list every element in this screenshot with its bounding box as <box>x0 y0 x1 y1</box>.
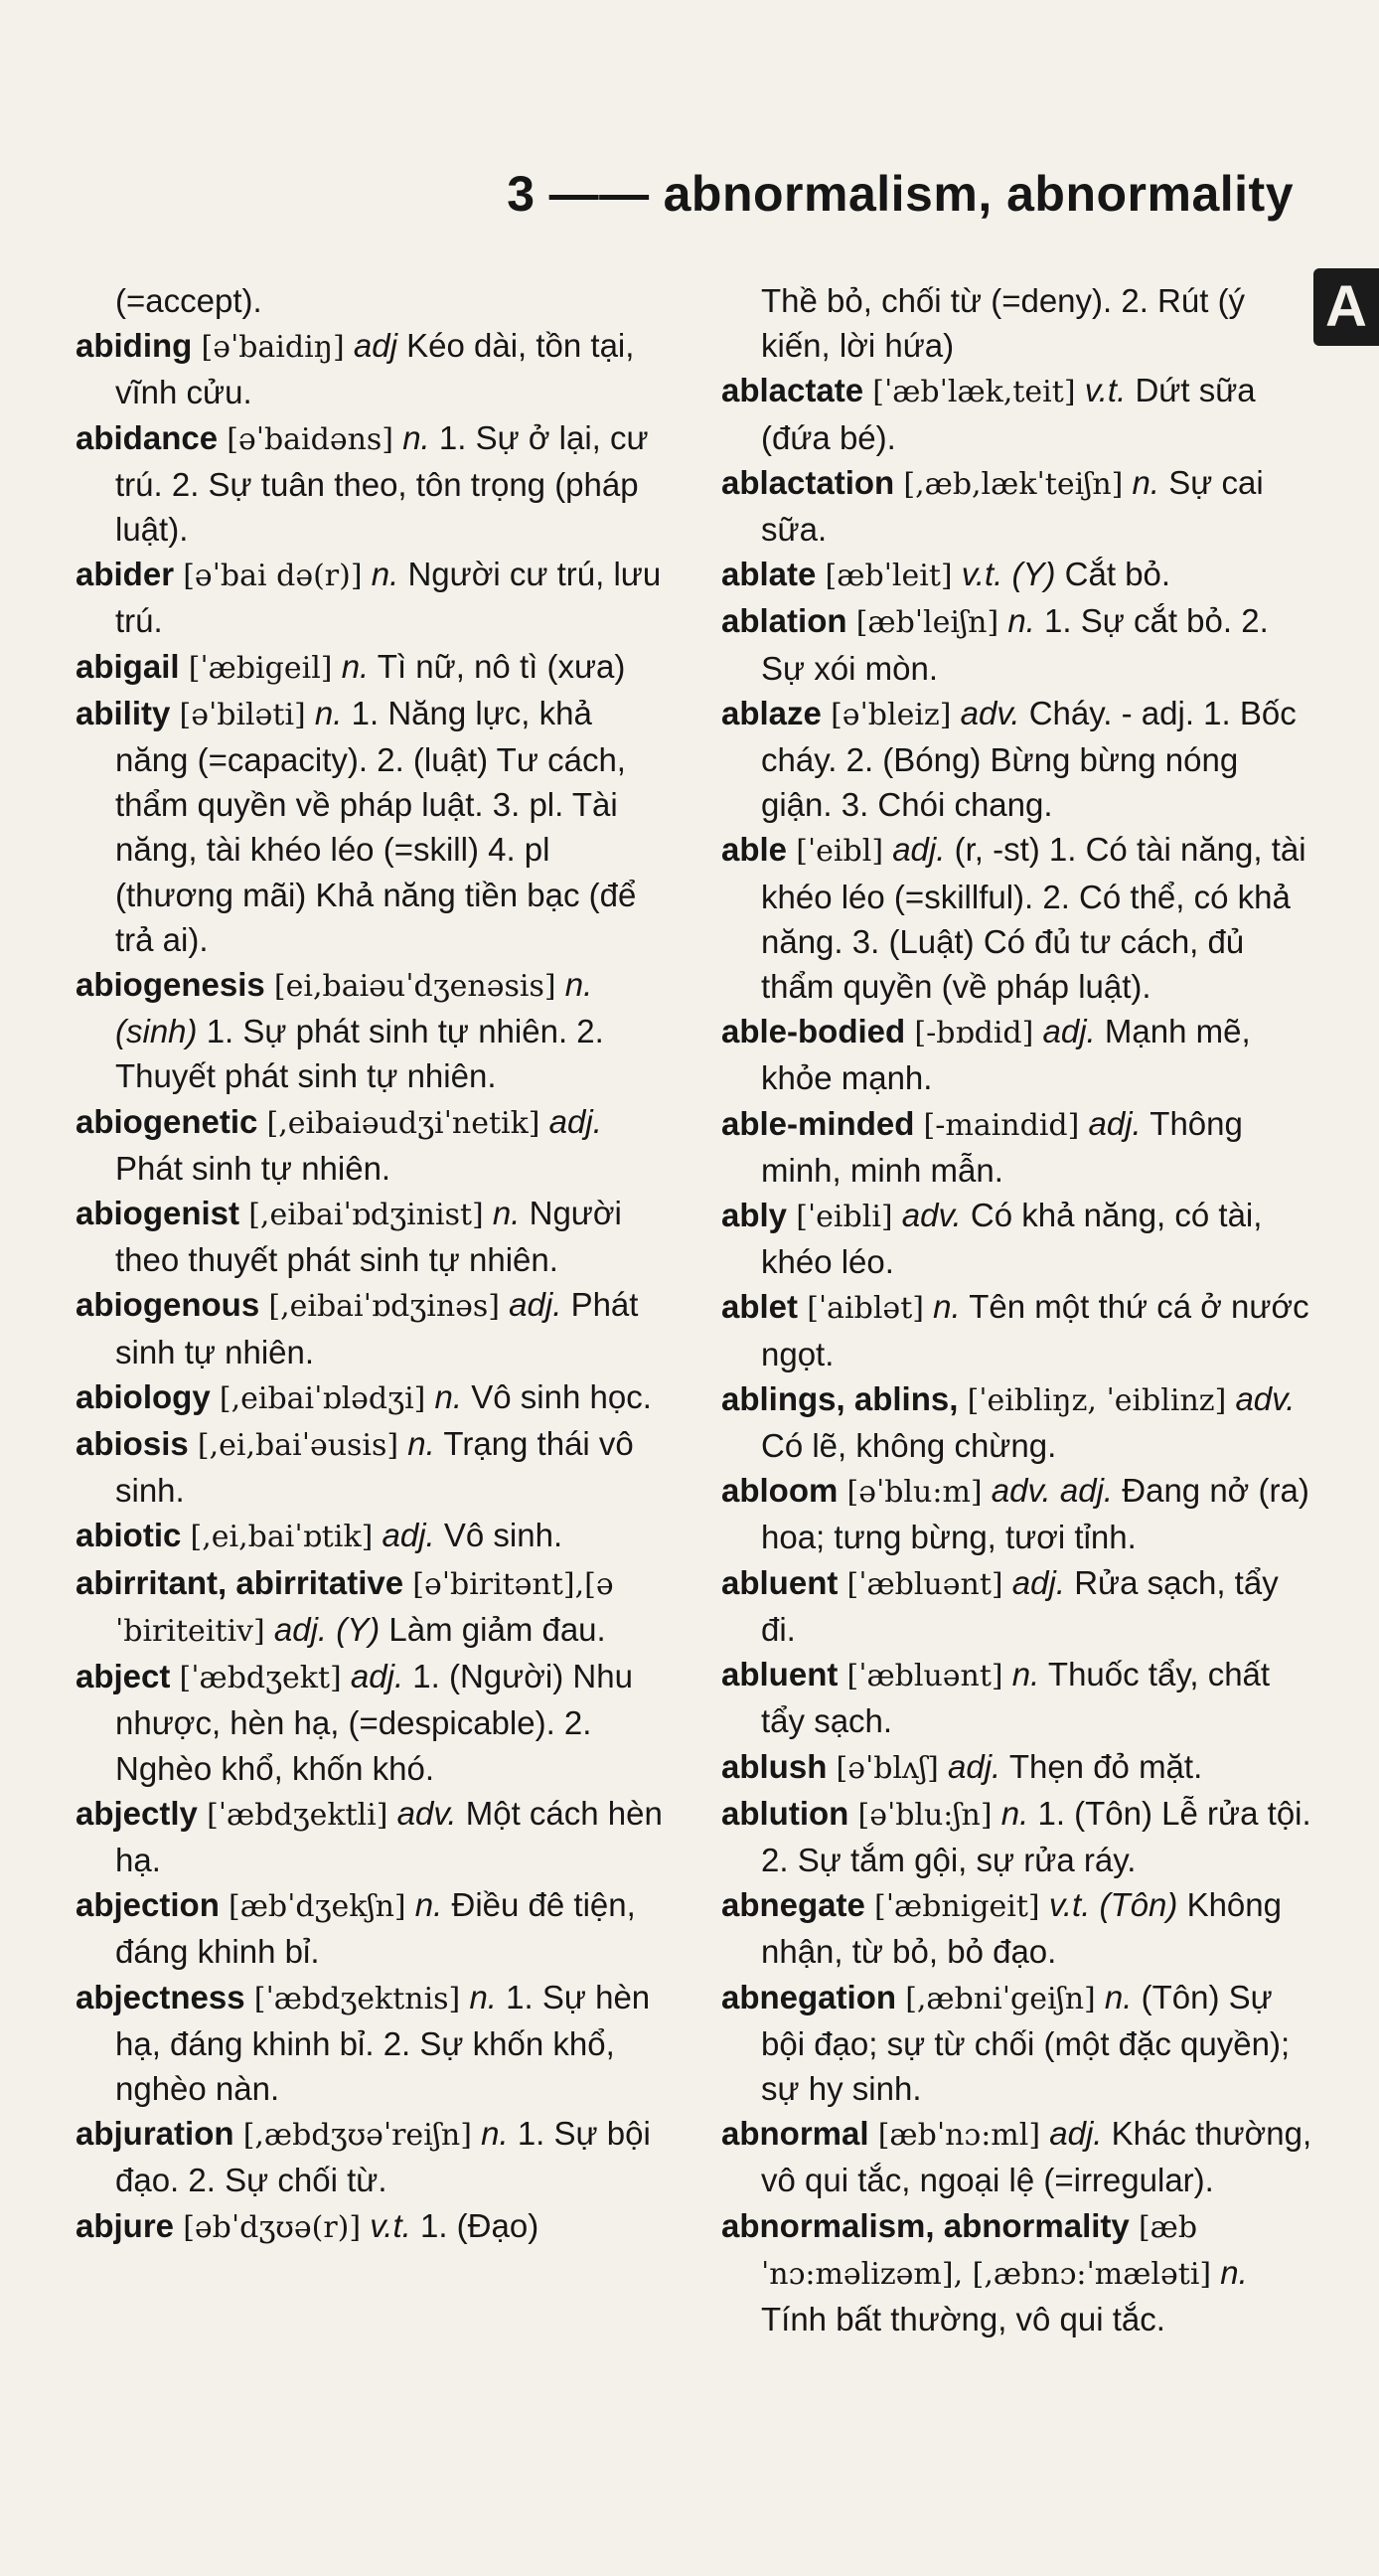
dictionary-entry <box>721 827 1317 1009</box>
part-of-speech: adv. <box>960 694 1020 731</box>
phonetic: [ei,baiəuˈdʒenəsis] <box>273 969 556 1005</box>
part-of-speech: n. <box>402 418 430 456</box>
part-of-speech: n. <box>1011 1656 1040 1693</box>
dictionary-entry <box>76 1654 672 1791</box>
dictionary-entry <box>721 1652 1317 1743</box>
dictionary-entry <box>76 962 672 1099</box>
right-column <box>721 278 1317 2341</box>
definition: Thông minh, minh mẫn. <box>761 1104 1243 1189</box>
headword: abiotic <box>76 1517 182 1554</box>
phonetic: [,æb,lækˈteiʃn] <box>903 466 1124 502</box>
header-title: abnormalism, abnormality <box>663 166 1294 222</box>
definition: Người theo thuyết phát sinh tự nhiên. <box>115 1195 622 1279</box>
headword: abigail <box>76 647 180 685</box>
definition: Cắt bỏ. <box>1064 556 1171 593</box>
dictionary-entry <box>721 1193 1317 1284</box>
headword: abiogenist <box>76 1195 240 1232</box>
part-of-speech: n. <box>414 1886 443 1924</box>
phonetic: [ˈæbluənt] <box>846 1659 1003 1694</box>
dictionary-entry <box>76 278 672 323</box>
part-of-speech: adj. <box>948 1747 1001 1785</box>
definition: 1. (Người) Nhu nhược, hèn hạ, (=despicable). 2. Nghèo khổ, khốn khó. <box>115 1658 633 1787</box>
part-of-speech: adj. <box>509 1286 562 1324</box>
dictionary-entry <box>76 2111 672 2202</box>
part-of-speech: n. <box>469 1978 497 2015</box>
phonetic: [,æbniˈgeiʃn] <box>905 1981 1096 2016</box>
phonetic: [əˈblu:m] <box>846 1475 983 1511</box>
headword: abirritant, abirritative <box>76 1563 404 1601</box>
headword: abject <box>76 1658 171 1695</box>
phonetic: [ˈæbigeil] <box>188 650 333 686</box>
phonetic: [ˈæbdʒektli] <box>207 1797 388 1833</box>
part-of-speech: n. <box>407 1425 435 1463</box>
headword: abjection <box>76 1886 220 1924</box>
definition: Sự cai sữa. <box>761 463 1264 549</box>
phonetic: [əbˈdʒʊə(r)] <box>183 2209 362 2245</box>
headword: ablaze <box>721 694 822 731</box>
part-of-speech: n. <box>1000 1794 1029 1832</box>
part-of-speech: adj <box>353 327 397 365</box>
part-of-speech: n. <box>481 2115 509 2153</box>
phonetic: [,eibaiˈɒlədʒi] <box>219 1380 426 1416</box>
definition: Thẹn đỏ mặt. <box>1008 1747 1203 1785</box>
headword: abluent <box>721 1656 839 1693</box>
definition: Phát sinh tự nhiên. <box>115 1286 639 1370</box>
phonetic: [ˈæbnigeit] <box>874 1889 1040 1925</box>
dictionary-entry <box>721 1376 1317 1468</box>
dictionary-entry <box>721 278 1317 368</box>
definition: Mạnh mẽ, khỏe mạnh. <box>761 1013 1251 1097</box>
phonetic: [əˈbiritənt],[əˈbiriteitiv] <box>115 1566 614 1649</box>
phonetic: [ˈeibl] <box>796 834 884 870</box>
definition: 1. Sự hèn hạ, đáng khinh bỉ. 2. Sự khốn khổ, nghèo nàn. <box>115 1978 651 2107</box>
dictionary-entry <box>76 1882 672 1974</box>
phonetic: [æbˈnɔ:məlizəm], [,æbnɔ:ˈmæləti] <box>761 2209 1212 2292</box>
phonetic: [ˈæbdʒektnis] <box>253 1981 461 2016</box>
part-of-speech: adj. <box>548 1102 602 1140</box>
dictionary-entry <box>721 1560 1317 1652</box>
definition: Có khả năng, có tài, khéo léo. <box>761 1197 1263 1281</box>
phonetic: [-bɒdid] <box>914 1016 1034 1051</box>
phonetic: [æbˈleiʃn] <box>855 605 999 641</box>
dictionary-entry <box>721 2111 1317 2202</box>
part-of-speech: adj. <box>1088 1104 1142 1142</box>
part-of-speech: adj. <box>1011 1563 1066 1601</box>
dictionary-entry <box>76 552 672 643</box>
phonetic: [əˈblʌʃ] <box>836 1750 939 1786</box>
definition: Khác thường, vô qui tắc, ngoại lệ (=irregular). <box>761 2115 1312 2199</box>
definition: 1. (Tôn) Lễ rửa tội. 2. Sự tắm gội, sự rửa ráy. <box>761 1794 1311 1878</box>
part-of-speech: v.t. (Y) <box>961 556 1056 593</box>
part-of-speech: n. <box>933 1288 961 1326</box>
part-of-speech: adj. <box>382 1517 435 1554</box>
part-of-speech: adj. <box>1049 2115 1103 2153</box>
page-number: 3 <box>507 166 536 222</box>
definition: Tì nữ, nô tì (xưa) <box>377 647 626 685</box>
phonetic: [əˈblu:ʃn] <box>857 1797 993 1833</box>
definition: Có lẽ, không chừng. <box>761 1427 1057 1465</box>
definition: (Tôn) Sự bội đạo; sự từ chối (một đặc quyền); sự hy sinh. <box>761 1978 1291 2107</box>
headword: abiogenesis <box>76 966 265 1004</box>
definition: 1. Sự ở lại, cư trú. 2. Sự tuân theo, tôn trọng (pháp luật). <box>115 418 649 549</box>
dictionary-entry <box>76 1282 672 1373</box>
phonetic: [ˈæbluənt] <box>846 1566 1003 1602</box>
dictionary-entry <box>721 1284 1317 1375</box>
headword: abjectly <box>76 1794 198 1832</box>
part-of-speech: adv. <box>1235 1379 1296 1417</box>
dictionary-entry <box>721 1791 1317 1882</box>
dictionary-entry <box>76 1791 672 1882</box>
phonetic: [æbˈleit] <box>825 559 953 594</box>
headword: ablution <box>721 1794 849 1832</box>
phonetic: [ˈeibliŋz, ˈeiblinz] <box>967 1382 1227 1418</box>
definition: Làm giảm đau. <box>388 1610 606 1648</box>
alphabet-thumb-tab: A <box>1313 268 1379 346</box>
dictionary-entry <box>721 1882 1317 1974</box>
dictionary-entry <box>76 1975 672 2112</box>
definition: Thuốc tẩy, chất tẩy sạch. <box>761 1656 1271 1740</box>
part-of-speech: n. <box>371 556 399 593</box>
dictionary-entry <box>721 691 1317 828</box>
definition: Người cư trú, lưu trú. <box>115 556 662 640</box>
phonetic: [əˈbleiz] <box>831 697 952 732</box>
definition: Vô sinh. <box>443 1517 563 1554</box>
part-of-speech: adj. <box>892 831 946 869</box>
headword: abnormalism, abnormality <box>721 2206 1130 2244</box>
headword: ablate <box>721 556 817 593</box>
phonetic: [ˈæbˈlæk,teit] <box>872 375 1076 410</box>
definition: Tên một thứ cá ở nước ngọt. <box>761 1288 1309 1372</box>
definition: Cháy. - adj. 1. Bốc cháy. 2. (Bóng) Bừng bừng nóng giận. 3. Chói chang. <box>761 694 1297 824</box>
headword: abjuration <box>76 2115 234 2153</box>
phonetic: [ˈeibli] <box>796 1200 893 1235</box>
part-of-speech: v.t. <box>1084 372 1127 409</box>
headword: ablush <box>721 1747 828 1785</box>
phonetic: [əˈbaidəns] <box>227 421 394 457</box>
headword: able <box>721 831 788 869</box>
headword: abjure <box>76 2206 175 2244</box>
dictionary-entry <box>76 691 672 962</box>
dictionary-entry <box>76 1513 672 1559</box>
dictionary-entry <box>721 1009 1317 1100</box>
part-of-speech: v.t. (Tôn) <box>1048 1886 1178 1924</box>
definition: 1. Sự cắt bỏ. 2. Sự xói mòn. <box>761 602 1269 687</box>
definition: 1. Sự phát sinh tự nhiên. 2. Thuyết phát sinh tự nhiên. <box>115 1013 604 1095</box>
headword: abluent <box>721 1563 839 1601</box>
part-of-speech: adv. <box>901 1197 962 1234</box>
phonetic: [əˈbiləti] <box>179 697 306 732</box>
headword: able-bodied <box>721 1013 906 1050</box>
definition: 1. Năng lực, khả năng (=capacity). 2. (luật) Tư cách, thẩm quyền về pháp luật. 3. pl. Tài năng, tài khéo léo (=skill) 4. pl (thương mãi) Khả năng tiền bạc (để trả ai). <box>115 694 637 958</box>
definition: Điều đê tiện, đáng khinh bỉ. <box>115 1886 636 1971</box>
running-header <box>0 165 1379 223</box>
part-of-speech: v.t. <box>370 2206 411 2244</box>
part-of-speech: n. <box>492 1195 521 1232</box>
headword: abloom <box>721 1472 839 1510</box>
dictionary-entry <box>76 2203 672 2250</box>
definition: Rửa sạch, tẩy đi. <box>761 1563 1279 1648</box>
definition: Dứt sữa (đứa bé). <box>761 372 1256 456</box>
phonetic: [əˈbaidiŋ] <box>201 330 345 366</box>
part-of-speech: adj. <box>350 1658 404 1695</box>
headword: ablactation <box>721 463 895 501</box>
headword: able-minded <box>721 1104 915 1142</box>
dictionary-entry <box>76 644 672 691</box>
phonetic: [ˈaiblət] <box>807 1291 924 1327</box>
dictionary-entry <box>721 598 1317 690</box>
dictionary-entry <box>76 1421 672 1513</box>
dictionary-entry <box>76 1374 672 1421</box>
headword: abiogenetic <box>76 1102 258 1140</box>
headword: abiding <box>76 327 193 365</box>
dictionary-entry <box>76 1560 672 1654</box>
part-of-speech: n. <box>1104 1978 1133 2015</box>
phonetic: [æbˈnɔ:ml] <box>877 2118 1041 2154</box>
definition: Tính bất thường, vô qui tắc. <box>761 2300 1165 2337</box>
dictionary-entry <box>76 323 672 414</box>
headword: ablactate <box>721 372 864 409</box>
headword: abiology <box>76 1377 211 1415</box>
headword: abjectness <box>76 1978 245 2015</box>
dictionary-entry <box>721 460 1317 552</box>
part-of-speech: adj. (Y) <box>273 1610 381 1648</box>
dictionary-entry <box>721 1468 1317 1559</box>
definition: Một cách hèn hạ. <box>115 1794 663 1878</box>
definition: (=accept). <box>115 282 262 319</box>
definition: Thề bỏ, chối từ (=deny). 2. Rút (ý kiến, lời hứa) <box>761 282 1246 365</box>
definition: Trạng thái vô sinh. <box>115 1425 634 1510</box>
dictionary-entry <box>721 552 1317 598</box>
part-of-speech: n. <box>1132 463 1160 501</box>
headword: abiosis <box>76 1425 189 1463</box>
dictionary-entry <box>721 1101 1317 1193</box>
phonetic: [ˈæbdʒekt] <box>179 1661 342 1696</box>
headword: abnormal <box>721 2115 869 2153</box>
part-of-speech: n. <box>314 694 343 731</box>
phonetic: [əˈbai də(r)] <box>183 559 363 594</box>
headword: abiogenous <box>76 1286 260 1324</box>
dictionary-entry <box>76 1099 672 1191</box>
definition: Vô sinh học. <box>471 1377 652 1415</box>
phonetic: [-maindid] <box>923 1107 1080 1143</box>
headword: ability <box>76 694 171 731</box>
headword: abider <box>76 556 175 593</box>
phonetic: [,eibaiəudʒiˈnetik] <box>266 1105 540 1141</box>
headword: ablation <box>721 602 847 640</box>
part-of-speech: n. <box>1007 602 1035 640</box>
header-dash: —— <box>548 166 650 222</box>
phonetic: [,æbdʒʊəˈreiʃn] <box>242 2118 472 2154</box>
dictionary-entry <box>721 1975 1317 2112</box>
dictionary-entry <box>721 368 1317 459</box>
headword: ably <box>721 1197 788 1234</box>
headword: ablings, ablins, <box>721 1379 959 1417</box>
definition: (r, -st) 1. Có tài năng, tài khéo léo (=skillful). 2. Có thể, có khả năng. 3. (Luật) Có đủ tư cách, đủ thẩm quyền (về pháp luật). <box>761 831 1306 1006</box>
phonetic: [,ei,baiˈəusis] <box>197 1428 399 1464</box>
phonetic: [,eibaiˈɒdʒinəs] <box>268 1289 500 1325</box>
part-of-speech: adv. <box>396 1794 457 1832</box>
dictionary-entry <box>76 415 672 553</box>
part-of-speech: n. (sinh) <box>115 966 593 1050</box>
headword: ablet <box>721 1288 799 1326</box>
phonetic: [,ei,baiˈɒtik] <box>190 1520 374 1555</box>
left-column <box>76 278 672 2250</box>
definition: Không nhận, từ bỏ, bỏ đạo. <box>761 1886 1282 1971</box>
part-of-speech: n. <box>1220 2253 1248 2291</box>
definition: Đang nở (ra) hoa; tưng bừng, tươi tỉnh. <box>761 1472 1309 1556</box>
part-of-speech: n. <box>341 647 370 685</box>
part-of-speech: n. <box>434 1377 463 1415</box>
part-of-speech: adv. adj. <box>991 1472 1114 1510</box>
headword: abidance <box>76 418 219 456</box>
definition: 1. Sự bội đạo. 2. Sự chối từ. <box>115 2115 651 2199</box>
phonetic: [,eibaiˈɒdʒinist] <box>248 1198 484 1233</box>
headword: abnegate <box>721 1886 865 1924</box>
definition: Kéo dài, tồn tại, vĩnh cửu. <box>115 327 635 411</box>
dictionary-entry <box>76 1191 672 1282</box>
part-of-speech: adj. <box>1042 1013 1096 1050</box>
definition: 1. (Đạo) <box>419 2206 539 2244</box>
headword: abnegation <box>721 1978 897 2015</box>
dictionary-entry <box>721 1744 1317 1791</box>
dictionary-entry <box>721 2203 1317 2342</box>
definition: Phát sinh tự nhiên. <box>115 1149 391 1187</box>
phonetic: [æbˈdʒekʃn] <box>229 1889 406 1925</box>
